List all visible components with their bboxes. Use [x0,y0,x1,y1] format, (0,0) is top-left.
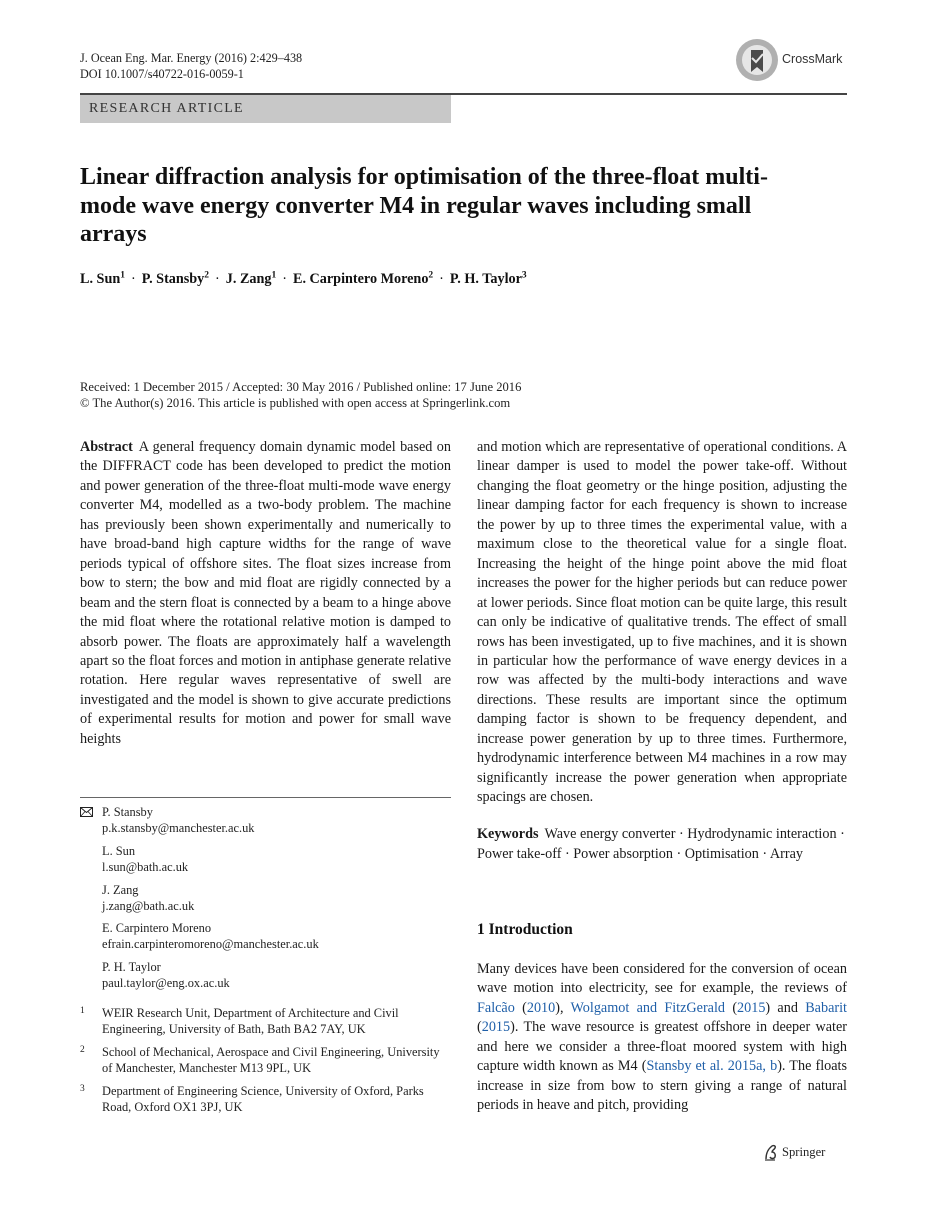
article-type-label: RESEARCH ARTICLE [89,101,244,116]
abstract-column-left [80,438,451,749]
affiliation-text: Department of Engineering Science, University of Oxford, Parks Road, Oxford OX1 3PJ, UK [102,1084,424,1114]
springer-horse-icon [763,1143,779,1161]
copyright-notice: © The Author(s) 2016. This article is published with open access at Springerlink.com [80,396,511,410]
journal-doi[interactable]: DOI 10.1007/s40722-016-0059-1 [80,67,244,81]
publisher-logo [782,1145,825,1160]
affiliation-text: WEIR Research Unit, Department of Architecture and Civil Engineering, University of Bath, Bath BA2 7AY, UK [102,1006,399,1036]
affiliation-number: 1 [80,1006,85,1016]
author-list [80,271,527,288]
contact-email[interactable]: p.k.stansby@manchester.ac.uk [102,820,255,835]
correspondence-divider [80,797,451,798]
contact-name: P. H. Taylor [102,960,161,974]
contact-name: P. Stansby [102,805,153,819]
citation-link[interactable]: Falcão [477,999,515,1016]
abstract-label: Abstract [80,439,133,455]
citation-link[interactable]: 2010 [526,999,556,1016]
author-affiliation-marker: 1 [120,270,125,281]
contact-email[interactable]: l.sun@bath.ac.uk [102,859,189,874]
citation-link[interactable]: Wolgamot and FitzGerald [570,999,726,1016]
citation-link[interactable]: 2015 [481,1019,511,1036]
author-affiliation-marker: 2 [204,270,210,281]
paper-title: Linear diffraction analysis for optimisation of the three-float multi-mode wave energy converter M4 in regular waves including small arrays [80,164,768,247]
keywords-label: Keywords [477,826,539,842]
author-name[interactable]: P. Stansby [141,271,205,287]
author-name[interactable]: P. H. Taylor [449,271,522,287]
author-separator: · [439,271,444,287]
intro-text-run: ( [725,999,738,1016]
introduction-paragraph [477,960,847,1116]
contact-entry [102,844,188,875]
contact-name: L. Sun [102,844,136,858]
contact-entry [102,805,255,836]
contact-email[interactable]: j.zang@bath.ac.uk [102,898,195,913]
envelope-icon [80,807,93,817]
crossmark-label: CrossMark [782,52,843,66]
intro-text-run: ), [555,999,571,1016]
crossmark-badge[interactable] [735,38,847,82]
citation-link[interactable]: 2015 [737,999,766,1016]
author-affiliation-marker: 1 [271,270,277,281]
citation-link[interactable]: Babarit [805,999,847,1016]
contact-email[interactable]: paul.taylor@eng.ox.ac.uk [102,975,230,990]
intro-text-run: ). The wave resource is greatest offshore in deeper water and here we consider a three-float moored system with high capture width known as M4 ( [477,1019,847,1075]
article-type-banner [80,95,451,123]
contact-entry [102,921,319,952]
contact-name: E. Carpintero Moreno [102,921,212,935]
affiliation-number: 3 [80,1084,85,1094]
author-name[interactable]: E. Carpintero Moreno [292,271,429,287]
contact-name: J. Zang [102,883,139,897]
keywords-block [477,825,847,864]
citation-link[interactable]: Stansby et al. 2015a, b [646,1058,778,1075]
intro-text-run: ( [514,999,527,1016]
journal-reference: J. Ocean Eng. Mar. Energy (2016) 2:429–438 [80,51,303,65]
author-separator: · [282,271,287,287]
section-heading-introduction: 1 Introduction [477,921,573,938]
publication-dates: Received: 1 December 2015 / Accepted: 30 May 2016 / Published online: 17 June 2016 [80,380,522,394]
crossmark-icon [735,38,779,82]
author-name[interactable]: L. Sun [80,271,121,287]
intro-text-run: ( [477,1019,482,1036]
abstract-text-left: A general frequency domain dynamic model based on the DIFFRACT code has been developed to predict the motion and power generation of the three-float multi-mode wave energy converter M4, modelled as a two-body problem. The machine has previously been shown experimentally and numerically to have broad-band high capture widths for the range of wave periods typical of offshore sites. The float sizes increase from bow to stern; the bow and mid float are rigidly connected by a beam and the stern float is connected by a beam to a hinge above the mid float where the rotational relative motion is damped to absorb power. The floats are approximately half a wavelength apart so the float forces and motion in antiphase generate relative rotation. Here regular waves representative of swell are investigated and the model is shown to give accurate predictions of experimental results for motion and power for small wave heights [80,439,451,747]
contact-email[interactable]: efrain.carpinteromoreno@manchester.ac.uk [102,936,319,951]
author-name[interactable]: J. Zang [225,271,272,287]
contact-entry [102,960,230,991]
intro-text-run: ). The floats increase in size from bow to stern giving a range of natural periods in heave and pitch, providing [477,1058,847,1114]
affiliation-text: School of Mechanical, Aerospace and Civil Engineering, University of Manchester, Manchester M13 9PL, UK [102,1045,440,1075]
author-separator: · [215,271,220,287]
abstract-column-right: and motion which are representative of operational conditions. A linear damper is used to model the power take-off. Without changing the float geometry or the hinge position, adjusting the linear damping factor for each frequency is shown to increase the power by up to three times the experimental value, with a maximum close to the theoretical value for a single float. Increasing the height of the hinge point above the mid float increases the power for the higher periods but can reduce power at lower periods. Since float motion can be quite large, this result can only be indicative of qualitative trends. The effect of small rows has been investigated, up to five machines, and it is shown in particular how the performance of wave energy devices in a row was affected by the multi-body interactions and wave directions. These results are important since the optimum damping factor is shown to be frequency dependent, and increase power generation by up to three times. Furthermore, hydrodynamic interference between M4 machines in a row may significantly increase the power generation when appropriate spacings are chosen. [477,439,847,806]
author-affiliation-marker: 2 [428,270,434,281]
contact-entry [102,883,194,914]
keywords-text: Wave energy converter · Hydrodynamic interaction · Power take-off · Power absorption · Optimisation · Array [477,826,845,862]
intro-text-run: ) and [765,999,806,1016]
affiliation-number: 2 [80,1045,85,1055]
publisher-label: Springer [782,1145,826,1159]
author-affiliation-marker: 3 [521,270,527,281]
intro-text-run: Many devices have been considered for the conversion of ocean wave motion into electricity, see for example, the reviews of [477,961,847,997]
author-separator: · [130,271,136,287]
